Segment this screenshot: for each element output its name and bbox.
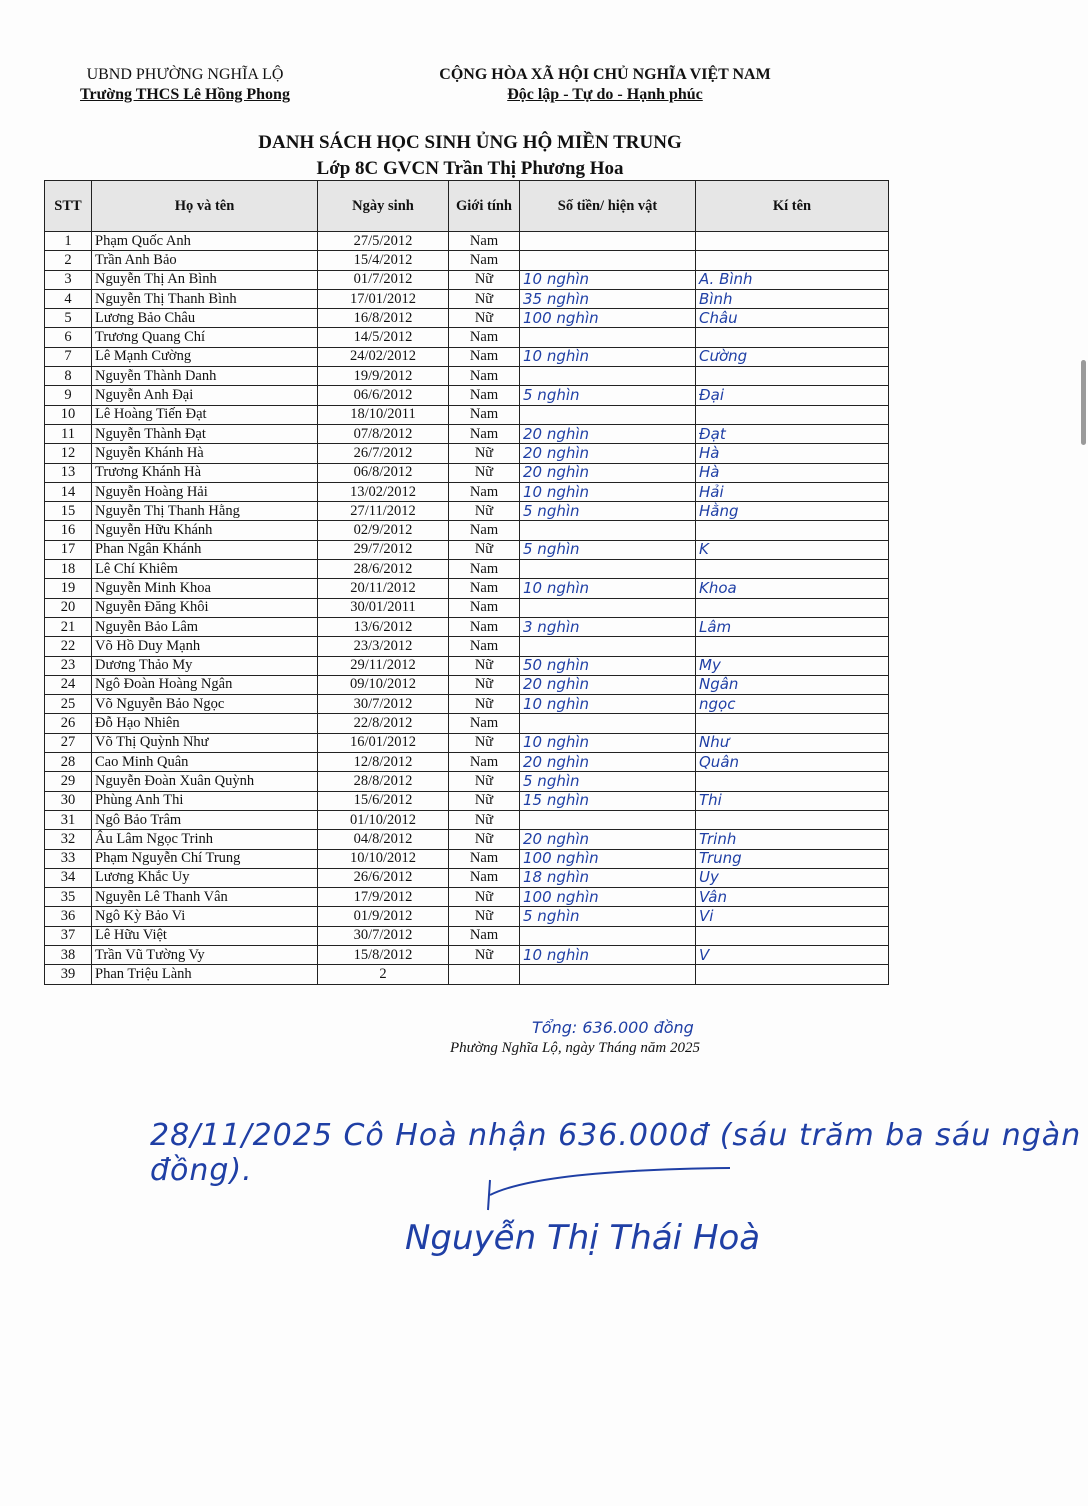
row-amount xyxy=(520,926,696,945)
row-stt: 18 xyxy=(45,560,92,579)
row-sex: Nữ xyxy=(449,695,520,714)
row-signature: Uy xyxy=(696,868,889,887)
row-name: Nguyễn Hoàng Hải xyxy=(92,482,318,501)
row-stt: 17 xyxy=(45,540,92,559)
row-amount: 18 nghìn xyxy=(520,868,696,887)
table-row xyxy=(45,424,889,443)
row-sex: Nữ xyxy=(449,791,520,810)
row-name: Nguyễn Lê Thanh Vân xyxy=(92,888,318,907)
row-stt: 15 xyxy=(45,502,92,521)
row-sex: Nam xyxy=(449,849,520,868)
row-dob: 28/8/2012 xyxy=(318,772,449,791)
row-amount xyxy=(520,367,696,386)
row-stt: 2 xyxy=(45,251,92,270)
row-stt: 23 xyxy=(45,656,92,675)
row-amount xyxy=(520,598,696,617)
row-name: Ngô Bảo Trâm xyxy=(92,810,318,829)
row-amount xyxy=(520,714,696,733)
row-name: Nguyễn Đăng Khôi xyxy=(92,598,318,617)
row-sex: Nữ xyxy=(449,502,520,521)
row-signature: Thi xyxy=(696,791,889,810)
row-stt: 3 xyxy=(45,270,92,289)
row-stt: 35 xyxy=(45,888,92,907)
row-dob: 26/7/2012 xyxy=(318,444,449,463)
row-stt: 39 xyxy=(45,965,92,984)
row-amount xyxy=(520,810,696,829)
row-sex: Nam xyxy=(449,251,520,270)
table-row xyxy=(45,232,889,251)
row-dob: 15/8/2012 xyxy=(318,945,449,964)
district-name: UBND PHƯỜNG NGHĨA LỘ xyxy=(86,66,284,83)
table-row xyxy=(45,733,889,752)
row-dob: 26/6/2012 xyxy=(318,868,449,887)
col-dob: Ngày sinh xyxy=(318,181,449,232)
row-name: Ngô Kỳ Bảo Vi xyxy=(92,907,318,926)
row-dob: 02/9/2012 xyxy=(318,521,449,540)
row-name: Lê Hoàng Tiến Đạt xyxy=(92,405,318,424)
row-dob: 28/6/2012 xyxy=(318,560,449,579)
row-signature: Trinh xyxy=(696,830,889,849)
school-name: Trường THCS Lê Hồng Phong xyxy=(80,86,290,103)
row-amount: 5 nghìn xyxy=(520,540,696,559)
row-sex: Nam xyxy=(449,482,520,501)
row-name: Đỗ Hạo Nhiên xyxy=(92,714,318,733)
row-dob: 16/01/2012 xyxy=(318,733,449,752)
row-amount: 3 nghìn xyxy=(520,617,696,636)
document-title: DANH SÁCH HỌC SINH ỦNG HỘ MIỀN TRUNG xyxy=(258,132,682,153)
row-stt: 24 xyxy=(45,675,92,694)
row-stt: 22 xyxy=(45,637,92,656)
table-row xyxy=(45,367,889,386)
row-signature xyxy=(696,810,889,829)
row-name: Nguyễn Anh Đại xyxy=(92,386,318,405)
row-sex: Nam xyxy=(449,560,520,579)
table-row xyxy=(45,849,889,868)
row-signature xyxy=(696,367,889,386)
row-sex: Nam xyxy=(449,367,520,386)
row-dob: 16/8/2012 xyxy=(318,309,449,328)
row-dob: 15/6/2012 xyxy=(318,791,449,810)
table-row xyxy=(45,482,889,501)
row-dob: 01/7/2012 xyxy=(318,270,449,289)
row-sex xyxy=(449,965,520,984)
row-sex: Nữ xyxy=(449,810,520,829)
row-signature: Ngân xyxy=(696,675,889,694)
row-name: Nguyễn Bảo Lâm xyxy=(92,617,318,636)
row-dob: 01/10/2012 xyxy=(318,810,449,829)
table-row xyxy=(45,502,889,521)
row-name: Lương Khắc Uy xyxy=(92,868,318,887)
row-sex: Nam xyxy=(449,521,520,540)
row-stt: 4 xyxy=(45,289,92,308)
col-stt: STT xyxy=(45,181,92,232)
row-signature: Đạt xyxy=(696,424,889,443)
row-stt: 13 xyxy=(45,463,92,482)
student-table xyxy=(44,180,889,985)
table-row xyxy=(45,772,889,791)
row-stt: 6 xyxy=(45,328,92,347)
row-stt: 5 xyxy=(45,309,92,328)
row-signature: Trung xyxy=(696,849,889,868)
row-signature xyxy=(696,714,889,733)
row-stt: 31 xyxy=(45,810,92,829)
row-stt: 33 xyxy=(45,849,92,868)
row-dob: 06/8/2012 xyxy=(318,463,449,482)
table-row xyxy=(45,637,889,656)
row-name: Nguyễn Thành Danh xyxy=(92,367,318,386)
row-amount xyxy=(520,637,696,656)
row-dob: 27/5/2012 xyxy=(318,232,449,251)
row-stt: 9 xyxy=(45,386,92,405)
row-sex: Nam xyxy=(449,926,520,945)
row-sex: Nam xyxy=(449,347,520,366)
row-name: Trần Anh Bảo xyxy=(92,251,318,270)
col-sign: Kí tên xyxy=(696,181,889,232)
row-dob: 06/6/2012 xyxy=(318,386,449,405)
col-sex: Giới tính xyxy=(449,181,520,232)
row-name: Nguyễn Hữu Khánh xyxy=(92,521,318,540)
table-row xyxy=(45,579,889,598)
row-amount: 20 nghìn xyxy=(520,444,696,463)
row-name: Võ Nguyễn Bảo Ngọc xyxy=(92,695,318,714)
row-amount xyxy=(520,521,696,540)
row-dob: 2 xyxy=(318,965,449,984)
row-name: Võ Hồ Duy Mạnh xyxy=(92,637,318,656)
row-amount: 20 nghìn xyxy=(520,463,696,482)
row-amount: 10 nghìn xyxy=(520,733,696,752)
row-dob: 19/9/2012 xyxy=(318,367,449,386)
table-row xyxy=(45,888,889,907)
row-dob: 24/02/2012 xyxy=(318,347,449,366)
row-stt: 1 xyxy=(45,232,92,251)
row-name: Nguyễn Khánh Hà xyxy=(92,444,318,463)
row-stt: 37 xyxy=(45,926,92,945)
handwritten-signer: Nguyễn Thị Thái Hoà xyxy=(405,1218,761,1258)
row-name: Cao Minh Quân xyxy=(92,753,318,772)
row-stt: 8 xyxy=(45,367,92,386)
row-stt: 25 xyxy=(45,695,92,714)
place-date: Phường Nghĩa Lộ, ngày Tháng năm 2025 xyxy=(450,1040,700,1056)
row-signature: Cường xyxy=(696,347,889,366)
row-signature: ngọc xyxy=(696,695,889,714)
row-sex: Nam xyxy=(449,386,520,405)
row-stt: 36 xyxy=(45,907,92,926)
row-stt: 34 xyxy=(45,868,92,887)
row-sex: Nữ xyxy=(449,656,520,675)
row-stt: 19 xyxy=(45,579,92,598)
row-signature: Lâm xyxy=(696,617,889,636)
row-dob: 15/4/2012 xyxy=(318,251,449,270)
row-amount: 20 nghìn xyxy=(520,424,696,443)
row-name: Lương Bảo Châu xyxy=(92,309,318,328)
row-stt: 32 xyxy=(45,830,92,849)
row-stt: 29 xyxy=(45,772,92,791)
handwritten-note: 28/11/2025 Cô Hoà nhận 636.000đ (sáu trăm ba sáu ngàn đồng). xyxy=(150,1118,1082,1188)
header-left xyxy=(60,66,310,104)
row-signature: Quân xyxy=(696,753,889,772)
row-amount: 5 nghìn xyxy=(520,386,696,405)
row-stt: 20 xyxy=(45,598,92,617)
national-title: CỘNG HÒA XÃ HỘI CHỦ NGHĨA VIỆT NAM xyxy=(439,66,771,83)
row-signature xyxy=(696,965,889,984)
row-dob: 30/7/2012 xyxy=(318,695,449,714)
row-amount: 10 nghìn xyxy=(520,695,696,714)
row-sex: Nữ xyxy=(449,270,520,289)
total-amount: Tổng: 636.000 đồng xyxy=(532,1018,694,1037)
table-row xyxy=(45,830,889,849)
row-signature: Hải xyxy=(696,482,889,501)
row-dob: 27/11/2012 xyxy=(318,502,449,521)
table-row xyxy=(45,617,889,636)
table-row xyxy=(45,540,889,559)
row-sex: Nam xyxy=(449,328,520,347)
row-sex: Nữ xyxy=(449,945,520,964)
table-header-row xyxy=(45,181,889,232)
row-amount: 20 nghìn xyxy=(520,675,696,694)
row-sex: Nam xyxy=(449,232,520,251)
row-signature: Bình xyxy=(696,289,889,308)
row-amount: 10 nghìn xyxy=(520,270,696,289)
table-row xyxy=(45,347,889,366)
row-stt: 27 xyxy=(45,733,92,752)
row-signature: Vân xyxy=(696,888,889,907)
row-stt: 30 xyxy=(45,791,92,810)
row-amount: 100 nghìn xyxy=(520,849,696,868)
table-body xyxy=(45,232,889,985)
table-row xyxy=(45,714,889,733)
table-row xyxy=(45,791,889,810)
row-name: Phan Ngân Khánh xyxy=(92,540,318,559)
table-row xyxy=(45,598,889,617)
row-amount: 5 nghìn xyxy=(520,772,696,791)
row-name: Ngô Đoàn Hoàng Ngân xyxy=(92,675,318,694)
row-amount xyxy=(520,232,696,251)
row-signature: V xyxy=(696,945,889,964)
row-sex: Nam xyxy=(449,579,520,598)
row-sex: Nam xyxy=(449,868,520,887)
row-sex: Nữ xyxy=(449,675,520,694)
row-signature: Châu xyxy=(696,309,889,328)
row-signature: Hằng xyxy=(696,502,889,521)
row-stt: 28 xyxy=(45,753,92,772)
row-name: Lê Mạnh Cường xyxy=(92,347,318,366)
row-stt: 26 xyxy=(45,714,92,733)
row-name: Lê Hữu Việt xyxy=(92,926,318,945)
row-sex: Nữ xyxy=(449,907,520,926)
row-sex: Nam xyxy=(449,405,520,424)
row-sex: Nam xyxy=(449,598,520,617)
row-amount: 20 nghìn xyxy=(520,753,696,772)
table-row xyxy=(45,328,889,347)
table-row xyxy=(45,386,889,405)
row-stt: 16 xyxy=(45,521,92,540)
table-row xyxy=(45,868,889,887)
table-row xyxy=(45,251,889,270)
row-stt: 14 xyxy=(45,482,92,501)
row-dob: 20/11/2012 xyxy=(318,579,449,598)
scrollbar[interactable] xyxy=(1081,360,1086,445)
row-dob: 22/8/2012 xyxy=(318,714,449,733)
row-dob: 29/11/2012 xyxy=(318,656,449,675)
row-amount: 100 nghìn xyxy=(520,888,696,907)
row-dob: 30/7/2012 xyxy=(318,926,449,945)
row-stt: 21 xyxy=(45,617,92,636)
row-amount: 35 nghìn xyxy=(520,289,696,308)
row-dob: 04/8/2012 xyxy=(318,830,449,849)
row-amount xyxy=(520,328,696,347)
row-amount: 5 nghìn xyxy=(520,907,696,926)
row-signature: A. Bình xyxy=(696,270,889,289)
row-signature xyxy=(696,598,889,617)
table-row xyxy=(45,656,889,675)
row-name: Phùng Anh Thi xyxy=(92,791,318,810)
row-dob: 13/02/2012 xyxy=(318,482,449,501)
table-row xyxy=(45,675,889,694)
table-row xyxy=(45,753,889,772)
row-signature: Hà xyxy=(696,463,889,482)
table-row xyxy=(45,695,889,714)
row-name: Lê Chí Khiêm xyxy=(92,560,318,579)
row-amount: 10 nghìn xyxy=(520,347,696,366)
document-subtitle: Lớp 8C GVCN Trần Thị Phương Hoa xyxy=(316,158,624,179)
table-row xyxy=(45,965,889,984)
row-dob: 12/8/2012 xyxy=(318,753,449,772)
row-amount xyxy=(520,560,696,579)
national-motto: Độc lập - Tự do - Hạnh phúc xyxy=(507,86,703,103)
row-dob: 29/7/2012 xyxy=(318,540,449,559)
row-signature xyxy=(696,926,889,945)
row-amount xyxy=(520,251,696,270)
row-amount xyxy=(520,965,696,984)
row-amount: 10 nghìn xyxy=(520,945,696,964)
row-name: Nguyễn Minh Khoa xyxy=(92,579,318,598)
table-row xyxy=(45,907,889,926)
row-dob: 01/9/2012 xyxy=(318,907,449,926)
row-amount xyxy=(520,405,696,424)
row-dob: 30/01/2011 xyxy=(318,598,449,617)
table-row xyxy=(45,560,889,579)
table-row xyxy=(45,926,889,945)
row-signature xyxy=(696,328,889,347)
row-sex: Nữ xyxy=(449,289,520,308)
row-signature xyxy=(696,772,889,791)
row-dob: 13/6/2012 xyxy=(318,617,449,636)
row-signature: Như xyxy=(696,733,889,752)
row-signature xyxy=(696,560,889,579)
row-sex: Nữ xyxy=(449,309,520,328)
row-sex: Nam xyxy=(449,617,520,636)
row-dob: 14/5/2012 xyxy=(318,328,449,347)
row-dob: 17/01/2012 xyxy=(318,289,449,308)
row-name: Phạm Quốc Anh xyxy=(92,232,318,251)
row-name: Phạm Nguyễn Chí Trung xyxy=(92,849,318,868)
row-stt: 11 xyxy=(45,424,92,443)
signature-stroke-icon xyxy=(480,1160,740,1220)
row-name: Nguyễn Thị An Bình xyxy=(92,270,318,289)
row-signature xyxy=(696,521,889,540)
row-amount: 15 nghìn xyxy=(520,791,696,810)
col-amount: Số tiền/ hiện vật xyxy=(520,181,696,232)
row-signature xyxy=(696,232,889,251)
row-dob: 23/3/2012 xyxy=(318,637,449,656)
row-signature: My xyxy=(696,656,889,675)
row-amount: 10 nghìn xyxy=(520,482,696,501)
table-row xyxy=(45,289,889,308)
row-stt: 38 xyxy=(45,945,92,964)
row-sex: Nam xyxy=(449,714,520,733)
row-signature: Khoa xyxy=(696,579,889,598)
table-row xyxy=(45,405,889,424)
row-sex: Nữ xyxy=(449,444,520,463)
row-sex: Nam xyxy=(449,424,520,443)
row-name: Võ Thị Quỳnh Như xyxy=(92,733,318,752)
col-name: Họ và tên xyxy=(92,181,318,232)
row-name: Trần Vũ Tường Vy xyxy=(92,945,318,964)
table-row xyxy=(45,463,889,482)
row-signature: Đại xyxy=(696,386,889,405)
table-row xyxy=(45,444,889,463)
row-signature xyxy=(696,251,889,270)
row-name: Nguyễn Thành Đạt xyxy=(92,424,318,443)
row-name: Dương Thảo My xyxy=(92,656,318,675)
row-dob: 18/10/2011 xyxy=(318,405,449,424)
row-name: Phan Triệu Lành xyxy=(92,965,318,984)
row-dob: 10/10/2012 xyxy=(318,849,449,868)
row-name: Trương Khánh Hà xyxy=(92,463,318,482)
row-dob: 07/8/2012 xyxy=(318,424,449,443)
row-amount: 5 nghìn xyxy=(520,502,696,521)
table-row xyxy=(45,270,889,289)
table-row xyxy=(45,309,889,328)
row-stt: 10 xyxy=(45,405,92,424)
row-sex: Nữ xyxy=(449,540,520,559)
row-stt: 12 xyxy=(45,444,92,463)
header-right xyxy=(400,66,810,104)
row-signature: Hà xyxy=(696,444,889,463)
row-sex: Nữ xyxy=(449,733,520,752)
row-sex: Nam xyxy=(449,753,520,772)
row-sex: Nữ xyxy=(449,463,520,482)
row-signature: Vi xyxy=(696,907,889,926)
table-row xyxy=(45,521,889,540)
row-sex: Nữ xyxy=(449,830,520,849)
row-name: Nguyễn Thị Thanh Bình xyxy=(92,289,318,308)
row-dob: 17/9/2012 xyxy=(318,888,449,907)
row-sex: Nữ xyxy=(449,772,520,791)
table-row xyxy=(45,810,889,829)
row-stt: 7 xyxy=(45,347,92,366)
row-sex: Nam xyxy=(449,637,520,656)
row-signature xyxy=(696,637,889,656)
row-sex: Nữ xyxy=(449,888,520,907)
row-amount: 50 nghìn xyxy=(520,656,696,675)
row-signature: K xyxy=(696,540,889,559)
row-name: Nguyễn Thị Thanh Hằng xyxy=(92,502,318,521)
row-name: Trương Quang Chí xyxy=(92,328,318,347)
row-amount: 10 nghìn xyxy=(520,579,696,598)
row-signature xyxy=(696,405,889,424)
row-amount: 100 nghìn xyxy=(520,309,696,328)
row-name: Âu Lâm Ngọc Trinh xyxy=(92,830,318,849)
row-dob: 09/10/2012 xyxy=(318,675,449,694)
row-amount: 20 nghìn xyxy=(520,830,696,849)
row-name: Nguyễn Đoàn Xuân Quỳnh xyxy=(92,772,318,791)
table-row xyxy=(45,945,889,964)
